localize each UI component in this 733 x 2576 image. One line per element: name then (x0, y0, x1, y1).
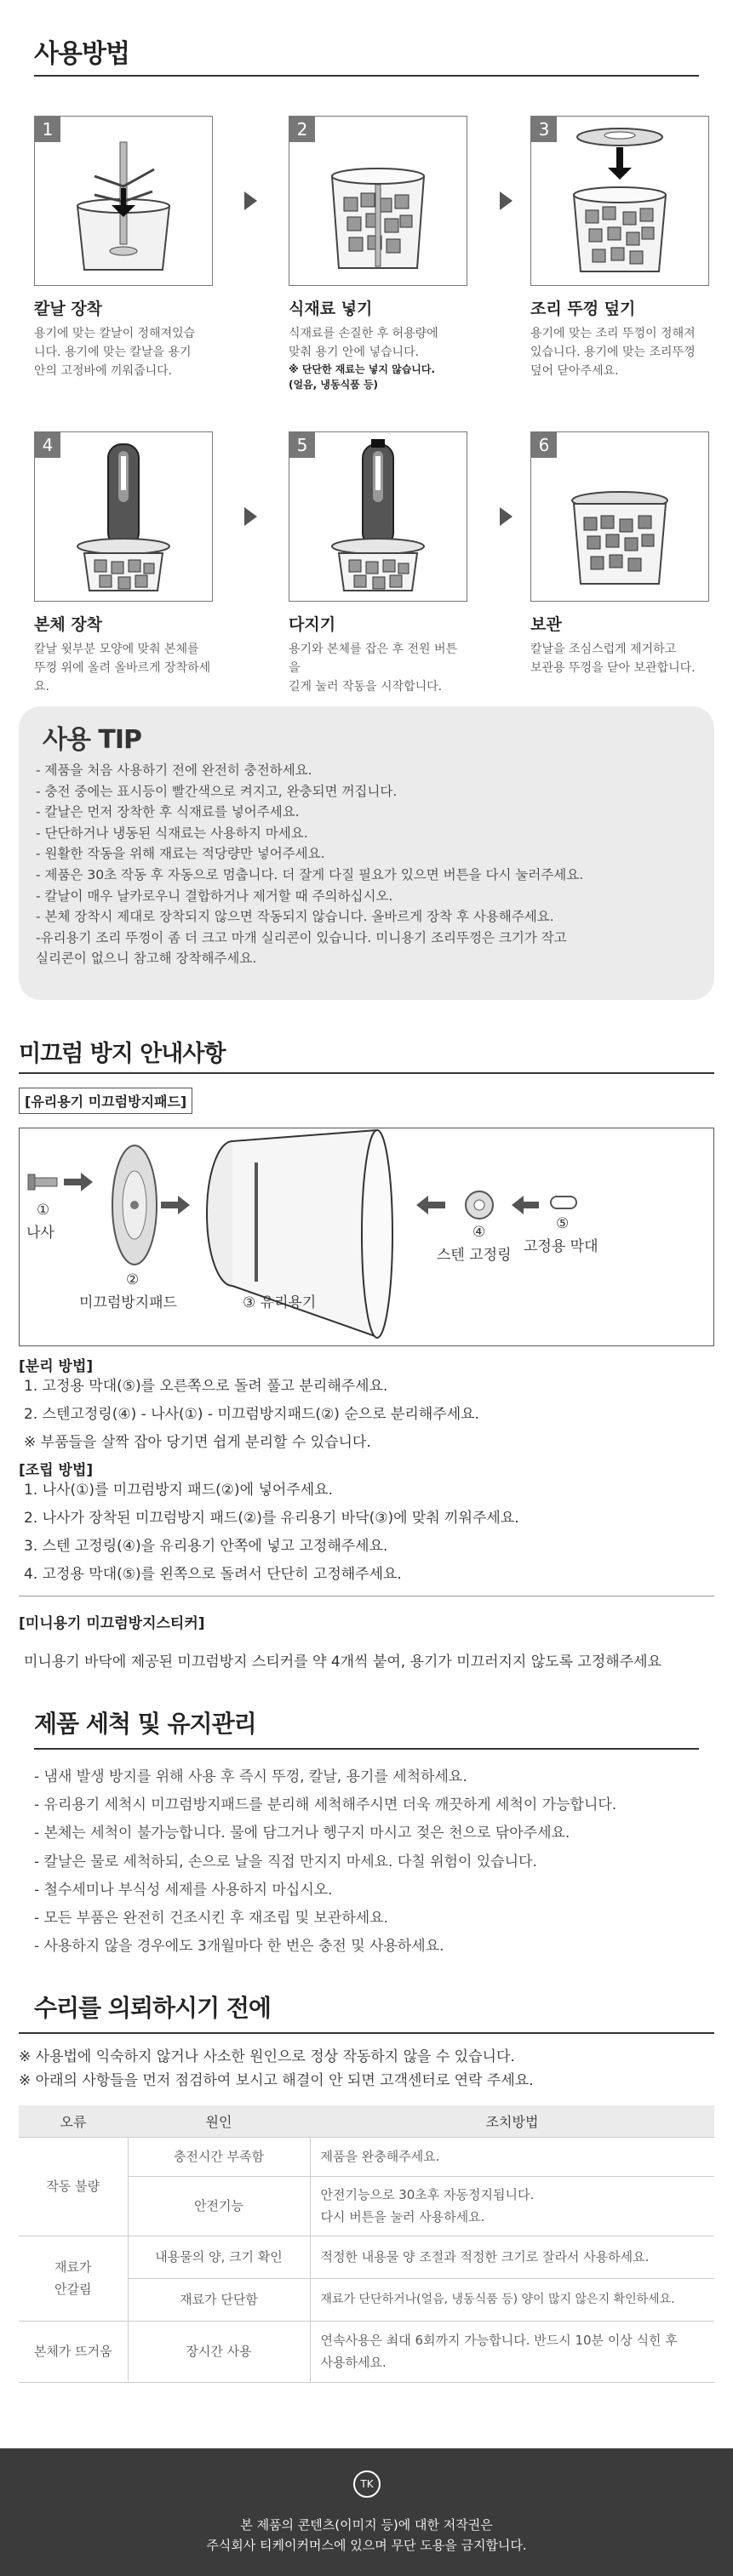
step-2-image (289, 116, 467, 286)
step-3 (530, 116, 709, 380)
tip-item: - 칼날은 먼저 장착한 후 식재료를 넣어주세요. (36, 804, 300, 820)
mini-header: [미니용기 미끄럼방지스티커] (19, 1615, 205, 1632)
care-item: - 유리용기 세척시 미끄럼방지패드를 분리해 세척해주시면 더욱 깨끗하게 세척이 가능합니다. (34, 1796, 617, 1814)
step-3-image (530, 116, 709, 286)
step-6 (530, 431, 709, 677)
step-arrow-3 (244, 507, 257, 526)
cause-cell: 내용물의 양, 크기 확인 (128, 2236, 310, 2278)
care-item: - 모든 부품은 완전히 건조시킨 후 재조립 및 보관하세요. (34, 1910, 389, 1928)
error-cell: 재료가 안갈림 (19, 2236, 128, 2321)
step-1-number: 1 (35, 117, 60, 142)
step-1-illustration (35, 117, 212, 285)
step-2 (289, 116, 467, 392)
glass-pad-header: [유리용기 미끄럼방지패드] (19, 1088, 192, 1114)
label-rod: 고정용 막대 (524, 1238, 598, 1255)
copyright-line-1: 본 제품의 콘텐츠(이미지 등)에 대한 저작권은 (240, 2517, 493, 2533)
assemble-header: [조립 방법] (19, 1462, 94, 1479)
antislip-title: 미끄럼 방지 안내사항 (19, 1041, 226, 1067)
brand-logo-icon: TK (353, 2470, 381, 2498)
tip-item: - 칼날이 매우 날카로우니 결합하거나 제거할 때 주의하십시오. (36, 888, 393, 904)
action-cell: 제품을 완충해주세요. (310, 2137, 714, 2176)
step-arrow-4 (500, 507, 513, 526)
tip-item: - 단단하거나 냉동된 식재료는 사용하지 마세요. (36, 825, 308, 841)
care-item: - 철수세미나 부식성 세제를 사용하지 마십시오. (34, 1881, 333, 1899)
label-steel: 스텐 고정링 (437, 1247, 512, 1264)
tip-item: -유리용기 조리 뚜껑이 좀 더 크고 마개 실리콘이 있습니다. 미니용기 조리뚜껑은 크기가 작고 실리콘이 없으니 참고해 장착해주세요. (36, 929, 567, 967)
assemble-step: 3. 스텐 고정링(④)을 유리용기 안쪽에 넣고 고정해주세요. (24, 1538, 388, 1555)
label-screw: 나사 (26, 1225, 54, 1242)
tip-title: 사용 TIP (43, 725, 142, 755)
step-5-image (289, 431, 467, 602)
tip-item: - 제품은 30초 작동 후 자동으로 멈춥니다. 더 잘게 다질 필요가 있으면 버튼을 다시 눌러주세요. (36, 866, 584, 882)
tip-list (36, 760, 583, 969)
assemble-step: 4. 고정용 막대(⑤)를 왼쪽으로 돌려서 단단히 고정해주세요. (24, 1566, 402, 1583)
step-3-desc: 용기에 맞는 조리 뚜껑이 정해져 있습니다. 용기에 맞는 조리뚜껑 덮어 닫아주세요. (530, 327, 696, 378)
tip-item: - 충전 중에는 표시등이 빨간색으로 켜지고, 완충되면 꺼집니다. (36, 783, 398, 799)
action-cell: 연속사용은 최대 6회까지 가능합니다. 반드시 10분 이상 식힌 후 사용하세요. (310, 2321, 714, 2382)
step-5-desc: 용기와 본체를 잡은 후 전원 버튼을 길게 눌러 작동을 시작합니다. (289, 643, 458, 694)
cause-cell: 장시간 사용 (128, 2321, 310, 2382)
step-5-illustration (289, 432, 467, 601)
step-5 (289, 431, 467, 696)
cause-cell: 재료가 단단함 (128, 2278, 310, 2321)
care-item: - 본체는 세척이 불가능합니다. 물에 담그거나 헹구지 마시고 젖은 천으로 닦아주세요. (34, 1825, 570, 1842)
step-4-illustration (35, 432, 212, 601)
care-item: - 냄새 발생 방지를 위해 사용 후 즉시 뚜껑, 칼날, 용기를 세척하세요. (34, 1768, 467, 1785)
repair-note-2: ※ 아래의 사항들을 먼저 점검하여 보시고 해결이 안 되면 고객센터로 연락 주세요. (19, 2072, 534, 2089)
step-3-illustration (531, 117, 708, 285)
separate-header: [분리 방법] (19, 1358, 94, 1375)
step-4-desc: 칼날 윗부분 모양에 맞춰 본체를 뚜껑 위에 올려 올바르게 장착하세요. (34, 643, 211, 694)
label-pad: 미끄럼방지패드 (79, 1294, 177, 1311)
step-4-image (34, 431, 213, 602)
tip-item: - 제품을 처음 사용하기 전에 완전히 충전하세요. (36, 763, 312, 778)
care-item: - 사용하지 않을 경우에도 3개월마다 한 번은 충전 및 사용하세요. (34, 1938, 444, 1956)
tip-item: - 원활한 작동을 위해 재료는 적당량만 넣어주세요. (36, 846, 325, 862)
mini-text: 미니용기 바닥에 제공된 미끄럼방지 스티커를 약 4개씩 붙여, 용기가 미끄러지지 않도록 고정해주세요 (24, 1654, 661, 1671)
step-6-illustration (531, 432, 708, 601)
care-item: - 칼날은 물로 세척하되, 손으로 날을 직접 만지지 마세요. 다칠 위험이 있습니다. (34, 1853, 537, 1871)
label-screw-num: ① (37, 1202, 50, 1219)
care-underline (34, 1748, 699, 1750)
step-3-number: 3 (531, 117, 557, 142)
col-action: 조치방법 (310, 2105, 714, 2137)
step-6-image (530, 431, 709, 602)
table-row (19, 2137, 714, 2176)
step-1 (34, 116, 213, 380)
step-1-title: 칼날 장착 (34, 300, 103, 318)
action-cell: 안전기능으로 30초후 자동정지됩니다. 다시 버튼을 눌러 사용하세요. (310, 2176, 714, 2236)
action-cell: 적정한 내용물 양 조절과 적정한 크기로 잘라서 사용하세요. (310, 2236, 714, 2278)
antislip-diagram (19, 1128, 714, 1346)
step-6-number: 6 (531, 432, 557, 458)
step-2-illustration (289, 117, 467, 285)
trouble-table (19, 2105, 714, 2383)
step-4-title: 본체 장착 (34, 615, 103, 634)
tip-item: - 본체 장착시 제대로 장착되지 않으면 작동되지 않습니다. 올바르게 장착 후 사용해주세요. (36, 909, 554, 925)
separate-step: 2. 스텐고정링(④) - 나사(①) - 미끄럼방지패드(②) 순으로 분리해주세요. (24, 1406, 479, 1423)
cause-cell: 안전기능 (128, 2176, 310, 2236)
step-3-title: 조리 뚜껑 덮기 (530, 300, 636, 318)
care-list (34, 1763, 616, 1961)
care-title: 제품 세척 및 유지관리 (34, 1710, 256, 1738)
step-1-desc: 용기에 맞는 칼날이 정해져있습 니다. 용기에 맞는 칼날을 용기 안의 고정바에 끼워줍니다. (34, 327, 196, 378)
separate-list (24, 1373, 479, 1457)
cause-cell: 충전시간 부족함 (128, 2137, 310, 2176)
separate-step: 1. 고정용 막대(⑤)를 오른쪽으로 돌려 풀고 분리해주세요. (24, 1378, 388, 1395)
step-4-number: 4 (35, 432, 60, 458)
step-2-number: 2 (289, 117, 315, 142)
step-arrow-2 (500, 191, 513, 210)
footer (0, 2448, 733, 2576)
step-1-image (34, 116, 213, 286)
col-error: 오류 (19, 2105, 128, 2137)
step-2-title: 식재료 넣기 (289, 300, 373, 318)
step-2-note: ※ 단단한 재료는 넣지 않습니다. (얼음, 냉동식품 등) (289, 363, 436, 391)
assemble-step: 1. 나사(①)를 미끄럼방지 패드(②)에 넣어주세요. (24, 1482, 333, 1499)
step-4 (34, 431, 213, 696)
step-2-desc: 식재료를 손질한 후 허용량에 맞춰 용기 안에 넣습니다. (289, 327, 438, 359)
label-pad-num: ② (126, 1271, 140, 1288)
repair-divider (19, 2032, 714, 2034)
antislip-divider (19, 1072, 714, 1074)
table-row (19, 2236, 714, 2278)
step-arrow-1 (244, 191, 257, 210)
label-steel-num: ④ (472, 1224, 486, 1241)
copyright-line-2: 주식회사 티케이커머스에 있으며 무단 도용을 금지합니다. (206, 2538, 527, 2553)
step-5-title: 다지기 (289, 615, 336, 634)
antislip-parts-illustration (20, 1128, 713, 1345)
error-cell: 작동 불량 (19, 2137, 128, 2236)
usage-title-underline (34, 75, 699, 77)
step-5-number: 5 (289, 432, 315, 458)
label-glass: ③ 유리용기 (243, 1294, 317, 1311)
label-rod-num: ⑤ (556, 1215, 570, 1232)
table-row (19, 2321, 714, 2382)
assemble-step: 2. 나사가 장착된 미끄럼방지 패드(②)를 유리용기 바닥(③)에 맞춰 끼워주세요. (24, 1510, 519, 1527)
error-cell: 본체가 뜨거움 (19, 2321, 128, 2382)
action-cell: 재료가 단단하거나(얼음, 냉동식품 등) 양이 많지 않은지 확인하세요. (310, 2278, 714, 2321)
usage-title: 사용방법 (34, 39, 129, 69)
copyright-text (0, 2515, 733, 2556)
assemble-list (24, 1476, 519, 1589)
step-6-desc: 칼날을 조심스럽게 제거하고 보관용 뚜껑을 닫아 보관합니다. (530, 643, 696, 675)
repair-note-1: ※ 사용법에 익숙하지 않거나 사소한 원인으로 정상 작동하지 않을 수 있습니다. (19, 2048, 515, 2065)
separate-step: ※ 부품들을 살짝 잡아 당기면 쉽게 분리할 수 있습니다. (24, 1434, 371, 1451)
step-6-title: 보관 (530, 615, 562, 634)
tip-box (19, 706, 714, 1000)
repair-title: 수리를 의뢰하시기 전에 (34, 1994, 271, 2022)
col-cause: 원인 (128, 2105, 310, 2137)
